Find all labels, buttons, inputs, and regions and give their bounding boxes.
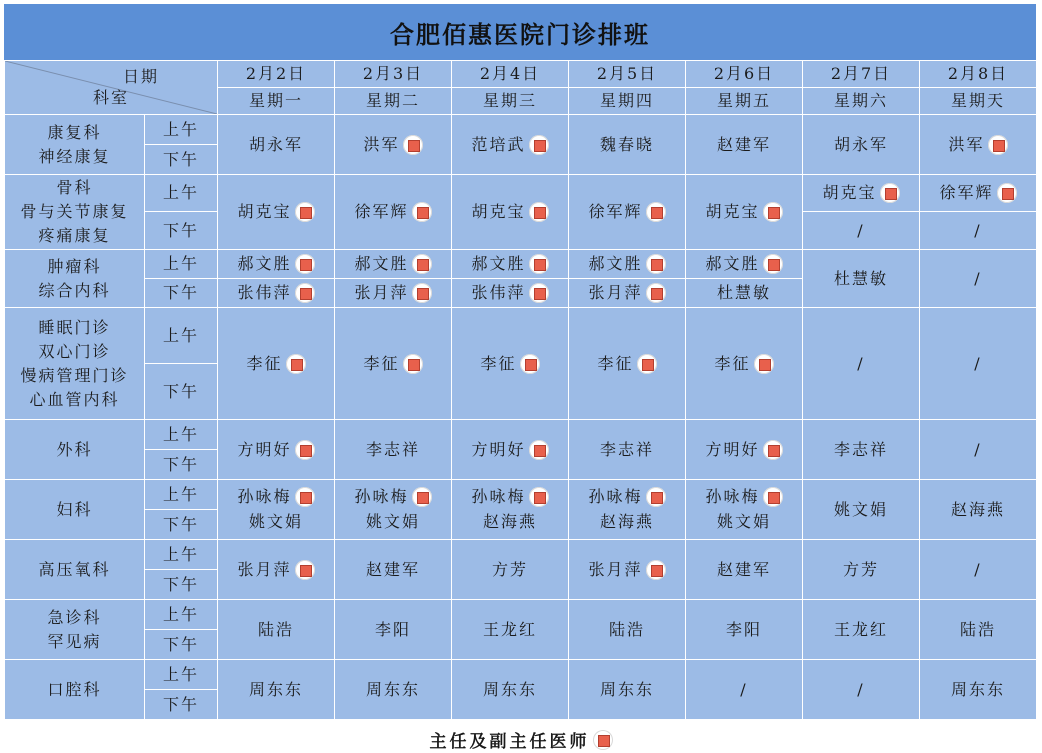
session-pm: 下午	[145, 630, 218, 660]
doctor-entry	[218, 133, 334, 157]
cell-text: 高压氧科	[38, 559, 111, 579]
senior-doctor-badge-icon	[412, 487, 432, 507]
session-pm: 下午	[145, 279, 218, 308]
session-am: 上午	[145, 308, 218, 364]
doctor-cell: /	[920, 212, 1037, 250]
cell-text: 赵建军	[716, 134, 771, 154]
doctor-entry	[335, 510, 451, 535]
cell-text: 胡克宝	[822, 183, 877, 202]
cell-text: 张月萍	[588, 559, 643, 579]
doctor-entry	[218, 438, 334, 462]
cell-text: 赵海燕	[599, 512, 654, 531]
doctor-cell	[569, 480, 686, 540]
session-am: 上午	[145, 175, 218, 212]
senior-doctor-badge-icon	[646, 202, 666, 222]
weekday-header: 星期三	[452, 88, 569, 115]
doctor-cell	[569, 115, 686, 175]
doctor-cell	[452, 175, 569, 250]
doctor-cell	[452, 250, 569, 279]
senior-doctor-badge-icon	[529, 283, 549, 303]
session-pm: 下午	[145, 212, 218, 250]
dept-oncology	[5, 250, 145, 308]
doctor-entry	[335, 133, 451, 157]
doctor-cell: 陆浩	[569, 600, 686, 660]
doctor-cell	[686, 279, 803, 308]
cell-text: 洪军	[363, 134, 400, 154]
senior-doctor-badge-icon	[646, 560, 666, 580]
doctor-cell	[335, 279, 452, 308]
senior-doctor-badge-icon	[520, 354, 540, 374]
cell-text: 急诊科	[47, 607, 102, 627]
doctor-cell	[218, 420, 335, 480]
doctor-cell	[686, 175, 803, 250]
doctor-entry	[452, 281, 568, 305]
senior-doctor-badge-icon	[988, 135, 1008, 155]
doctor-cell	[569, 308, 686, 420]
cell-text: 慢病管理门诊	[20, 365, 129, 385]
weekday-header: 星期二	[335, 88, 452, 115]
doctor-entry	[686, 485, 802, 510]
date-header: 2月7日	[803, 61, 920, 88]
doctor-cell: /	[803, 660, 920, 720]
doctor-entry	[218, 281, 334, 305]
cell-text: 姚文娟	[248, 512, 303, 531]
doctor-cell	[686, 480, 803, 540]
session-pm: 下午	[145, 450, 218, 480]
doctor-cell: /	[803, 308, 920, 420]
cell-text: 李志祥	[365, 439, 420, 459]
doctor-entry	[686, 252, 802, 276]
doctor-cell	[218, 279, 335, 308]
doctor-cell: 姚文娟	[803, 480, 920, 540]
doctor-entry	[452, 510, 568, 535]
senior-doctor-badge-icon	[295, 202, 315, 222]
doctor-cell	[335, 308, 452, 420]
doctor-entry	[569, 252, 685, 276]
doctor-entry	[218, 352, 334, 376]
doctor-cell: 王龙红	[452, 600, 569, 660]
cell-text: 郝文胜	[471, 254, 526, 273]
cell-text: 骨科	[56, 178, 93, 197]
session-pm: 下午	[145, 690, 218, 720]
cell-text: 徐军辉	[354, 202, 409, 221]
cell-text: 神经康复	[38, 146, 111, 166]
doctor-entry	[686, 133, 802, 157]
cell-text: 张月萍	[237, 559, 292, 579]
doctor-cell: /	[920, 308, 1037, 420]
doctor-cell: 陆浩	[920, 600, 1037, 660]
cell-text: 孙咏梅	[588, 487, 643, 506]
doctor-entry	[452, 133, 568, 157]
cell-text: 罕见病	[47, 631, 102, 651]
legend-label: 主任及副主任医师	[429, 732, 590, 752]
cell-text: 李征	[597, 353, 634, 373]
doctor-entry	[452, 485, 568, 510]
cell-text: 郝文胜	[588, 254, 643, 273]
doctor-entry	[569, 485, 685, 510]
session-am: 上午	[145, 115, 218, 145]
cell-text: 魏春晓	[599, 134, 654, 154]
doctor-entry	[803, 181, 919, 205]
cell-text: 妇科	[56, 499, 93, 519]
cell-text: 李征	[714, 353, 751, 373]
doctor-cell: /	[920, 420, 1037, 480]
cell-text: 张月萍	[354, 283, 409, 302]
cell-text: 孙咏梅	[471, 487, 526, 506]
weekday-header: 星期四	[569, 88, 686, 115]
senior-doctor-badge-icon	[295, 440, 315, 460]
cell-text: 郝文胜	[354, 254, 409, 273]
doctor-entry	[920, 133, 1036, 157]
doctor-cell	[803, 115, 920, 175]
senior-doctor-badge-icon	[286, 354, 306, 374]
session-am: 上午	[145, 540, 218, 570]
senior-doctor-badge-icon	[403, 354, 423, 374]
cell-text: 胡永军	[248, 134, 303, 154]
senior-doctor-badge-icon	[295, 560, 315, 580]
senior-doctor-badge-icon	[646, 254, 666, 274]
doctor-cell: 周东东	[335, 660, 452, 720]
doctor-entry	[218, 485, 334, 510]
senior-doctor-badge-icon	[763, 202, 783, 222]
cell-text: 郝文胜	[237, 254, 292, 273]
doctor-cell: /	[803, 212, 920, 250]
dept-gynecology	[5, 480, 145, 540]
doctor-entry	[803, 438, 919, 462]
doctor-cell	[218, 250, 335, 279]
legend	[0, 726, 1042, 753]
doctor-entry	[218, 252, 334, 276]
doctor-entry	[569, 352, 685, 376]
doctor-cell	[686, 115, 803, 175]
doctor-cell	[920, 115, 1037, 175]
doctor-entry	[569, 558, 685, 582]
doctor-entry	[452, 200, 568, 224]
cell-text: 疼痛康复	[38, 226, 111, 245]
cell-text: 徐军辉	[588, 202, 643, 221]
session-am: 上午	[145, 250, 218, 279]
doctor-cell	[452, 420, 569, 480]
doctor-entry	[335, 485, 451, 510]
senior-doctor-badge-icon	[295, 254, 315, 274]
senior-doctor-badge-icon	[880, 183, 900, 203]
doctor-cell	[335, 115, 452, 175]
senior-doctor-badge-icon	[646, 283, 666, 303]
cell-text: 李征	[246, 353, 283, 373]
session-pm: 下午	[145, 510, 218, 540]
cell-text: 张伟萍	[237, 283, 292, 302]
corner-header	[5, 61, 218, 115]
doctor-cell	[803, 420, 920, 480]
doctor-cell: 周东东	[920, 660, 1037, 720]
senior-doctor-badge-icon	[529, 440, 549, 460]
cell-text: 孙咏梅	[237, 487, 292, 506]
doctor-entry	[452, 352, 568, 376]
doctor-cell	[569, 250, 686, 279]
doctor-entry	[335, 438, 451, 462]
doctor-cell	[569, 540, 686, 600]
senior-doctor-badge-icon	[529, 254, 549, 274]
senior-doctor-badge-icon	[529, 487, 549, 507]
senior-doctor-badge-icon	[997, 183, 1017, 203]
date-header: 2月4日	[452, 61, 569, 88]
senior-doctor-badge-icon	[412, 283, 432, 303]
dept-surgery	[5, 420, 145, 480]
doctor-cell	[452, 480, 569, 540]
doctor-entry	[218, 200, 334, 224]
doctor-cell	[686, 420, 803, 480]
senior-doctor-badge-icon	[763, 487, 783, 507]
doctor-entry	[335, 252, 451, 276]
doctor-cell	[335, 250, 452, 279]
doctor-entry	[335, 281, 451, 305]
senior-doctor-badge-icon	[763, 254, 783, 274]
doctor-cell	[218, 480, 335, 540]
weekday-header: 星期天	[920, 88, 1037, 115]
cell-text: 徐军辉	[939, 183, 994, 202]
senior-doctor-badge-icon	[646, 487, 666, 507]
cell-text: 方明好	[471, 439, 526, 459]
cell-text: 张月萍	[588, 283, 643, 302]
doctor-cell: 周东东	[218, 660, 335, 720]
cell-text: 姚文娟	[716, 512, 771, 531]
senior-doctor-badge-icon	[529, 202, 549, 222]
doctor-entry	[218, 510, 334, 535]
doctor-cell: 方芳	[803, 540, 920, 600]
cell-text: 方明好	[705, 439, 760, 459]
doctor-cell: /	[920, 540, 1037, 600]
doctor-cell: 方芳	[452, 540, 569, 600]
cell-text: 外科	[56, 439, 93, 459]
doctor-cell: 周东东	[452, 660, 569, 720]
cell-text: 综合内科	[38, 280, 111, 300]
session-am: 上午	[145, 660, 218, 690]
date-axis-label: 日期	[122, 67, 159, 86]
doctor-entry	[686, 200, 802, 224]
doctor-cell	[920, 175, 1037, 212]
doctor-entry	[335, 200, 451, 224]
session-pm: 下午	[145, 145, 218, 175]
doctor-cell	[452, 279, 569, 308]
doctor-entry	[452, 438, 568, 462]
cell-text: 赵海燕	[482, 512, 537, 531]
senior-doctor-badge-icon	[403, 135, 423, 155]
cell-text: 张伟萍	[471, 283, 526, 302]
cell-text: 胡克宝	[705, 202, 760, 221]
cell-text: 李征	[480, 353, 517, 373]
cell-text: 心血管内科	[29, 389, 120, 409]
senior-doctor-badge-icon	[295, 283, 315, 303]
senior-doctor-badge-icon	[763, 440, 783, 460]
doctor-entry	[452, 252, 568, 276]
cell-text: 双心门诊	[38, 341, 111, 361]
cell-text: 李志祥	[833, 439, 888, 459]
cell-text: 方明好	[237, 439, 292, 459]
doctor-cell	[218, 115, 335, 175]
cell-text: 胡克宝	[237, 202, 292, 221]
session-am: 上午	[145, 600, 218, 630]
doctor-cell	[569, 420, 686, 480]
doctor-cell	[218, 175, 335, 250]
weekday-header: 星期五	[686, 88, 803, 115]
doctor-cell	[335, 175, 452, 250]
doctor-cell: 赵建军	[335, 540, 452, 600]
dept-axis-label: 科室	[93, 88, 130, 107]
cell-text: 郝文胜	[705, 254, 760, 273]
senior-doctor-badge-icon	[637, 354, 657, 374]
doctor-cell	[569, 279, 686, 308]
date-header: 2月2日	[218, 61, 335, 88]
dept-dental	[5, 660, 145, 720]
doctor-cell: 陆浩	[218, 600, 335, 660]
doctor-cell	[569, 175, 686, 250]
doctor-entry	[569, 200, 685, 224]
session-am: 上午	[145, 420, 218, 450]
dept-rehab	[5, 115, 145, 175]
doctor-cell: 李阳	[686, 600, 803, 660]
cell-text: 孙咏梅	[354, 487, 409, 506]
doctor-entry	[920, 181, 1036, 205]
weekday-header: 星期六	[803, 88, 920, 115]
doctor-entry	[569, 133, 685, 157]
cell-text: 李征	[363, 353, 400, 373]
doctor-cell	[218, 540, 335, 600]
senior-doctor-badge-icon	[754, 354, 774, 374]
cell-text: 康复科	[47, 122, 102, 142]
cell-text: 孙咏梅	[705, 487, 760, 506]
cell-text: 洪军	[948, 134, 985, 154]
doctor-cell	[335, 420, 452, 480]
cell-text: 睡眠门诊	[38, 317, 111, 337]
cell-text: 范培武	[471, 134, 526, 154]
doctor-cell	[803, 175, 920, 212]
schedule-title: 合肥佰惠医院门诊排班	[4, 4, 1036, 60]
doctor-entry	[569, 438, 685, 462]
senior-doctor-badge-icon	[593, 730, 613, 750]
weekday-header: 星期一	[218, 88, 335, 115]
cell-text: 口腔科	[47, 679, 102, 699]
cell-text: 姚文娟	[365, 512, 420, 531]
doctor-cell: 周东东	[569, 660, 686, 720]
date-header: 2月3日	[335, 61, 452, 88]
cell-text: 胡永军	[833, 134, 888, 154]
doctor-cell: /	[686, 660, 803, 720]
senior-doctor-badge-icon	[529, 135, 549, 155]
doctor-entry	[569, 281, 685, 305]
session-pm: 下午	[145, 570, 218, 600]
doctor-cell	[452, 115, 569, 175]
cell-text: 胡克宝	[471, 202, 526, 221]
dept-hyperbaric-oxygen	[5, 540, 145, 600]
doctor-cell	[218, 308, 335, 420]
doctor-entry	[335, 352, 451, 376]
dept-emergency	[5, 600, 145, 660]
doctor-cell: 李阳	[335, 600, 452, 660]
doctor-entry	[569, 510, 685, 535]
date-header: 2月8日	[920, 61, 1037, 88]
date-header: 2月5日	[569, 61, 686, 88]
session-am: 上午	[145, 480, 218, 510]
dept-cardiology	[5, 308, 145, 420]
doctor-cell: 赵建军	[686, 540, 803, 600]
schedule-table	[4, 60, 1037, 720]
cell-text: 肿瘤科	[47, 256, 102, 276]
doctor-entry	[686, 281, 802, 305]
session-pm: 下午	[145, 364, 218, 420]
senior-doctor-badge-icon	[412, 202, 432, 222]
doctor-cell: /	[920, 250, 1037, 308]
doctor-cell: 王龙红	[803, 600, 920, 660]
date-header: 2月6日	[686, 61, 803, 88]
doctor-entry	[686, 510, 802, 535]
doctor-cell	[452, 308, 569, 420]
doctor-entry	[686, 438, 802, 462]
cell-text: 骨与关节康复	[20, 202, 129, 221]
dept-ortho	[5, 175, 145, 250]
cell-text: 李志祥	[599, 439, 654, 459]
doctor-cell: 杜慧敏	[803, 250, 920, 308]
doctor-cell	[686, 250, 803, 279]
doctor-cell: 赵海燕	[920, 480, 1037, 540]
doctor-entry	[218, 558, 334, 582]
cell-text: 杜慧敏	[716, 283, 771, 302]
doctor-cell	[686, 308, 803, 420]
doctor-cell	[335, 480, 452, 540]
senior-doctor-badge-icon	[295, 487, 315, 507]
doctor-entry	[686, 352, 802, 376]
senior-doctor-badge-icon	[412, 254, 432, 274]
doctor-entry	[803, 133, 919, 157]
